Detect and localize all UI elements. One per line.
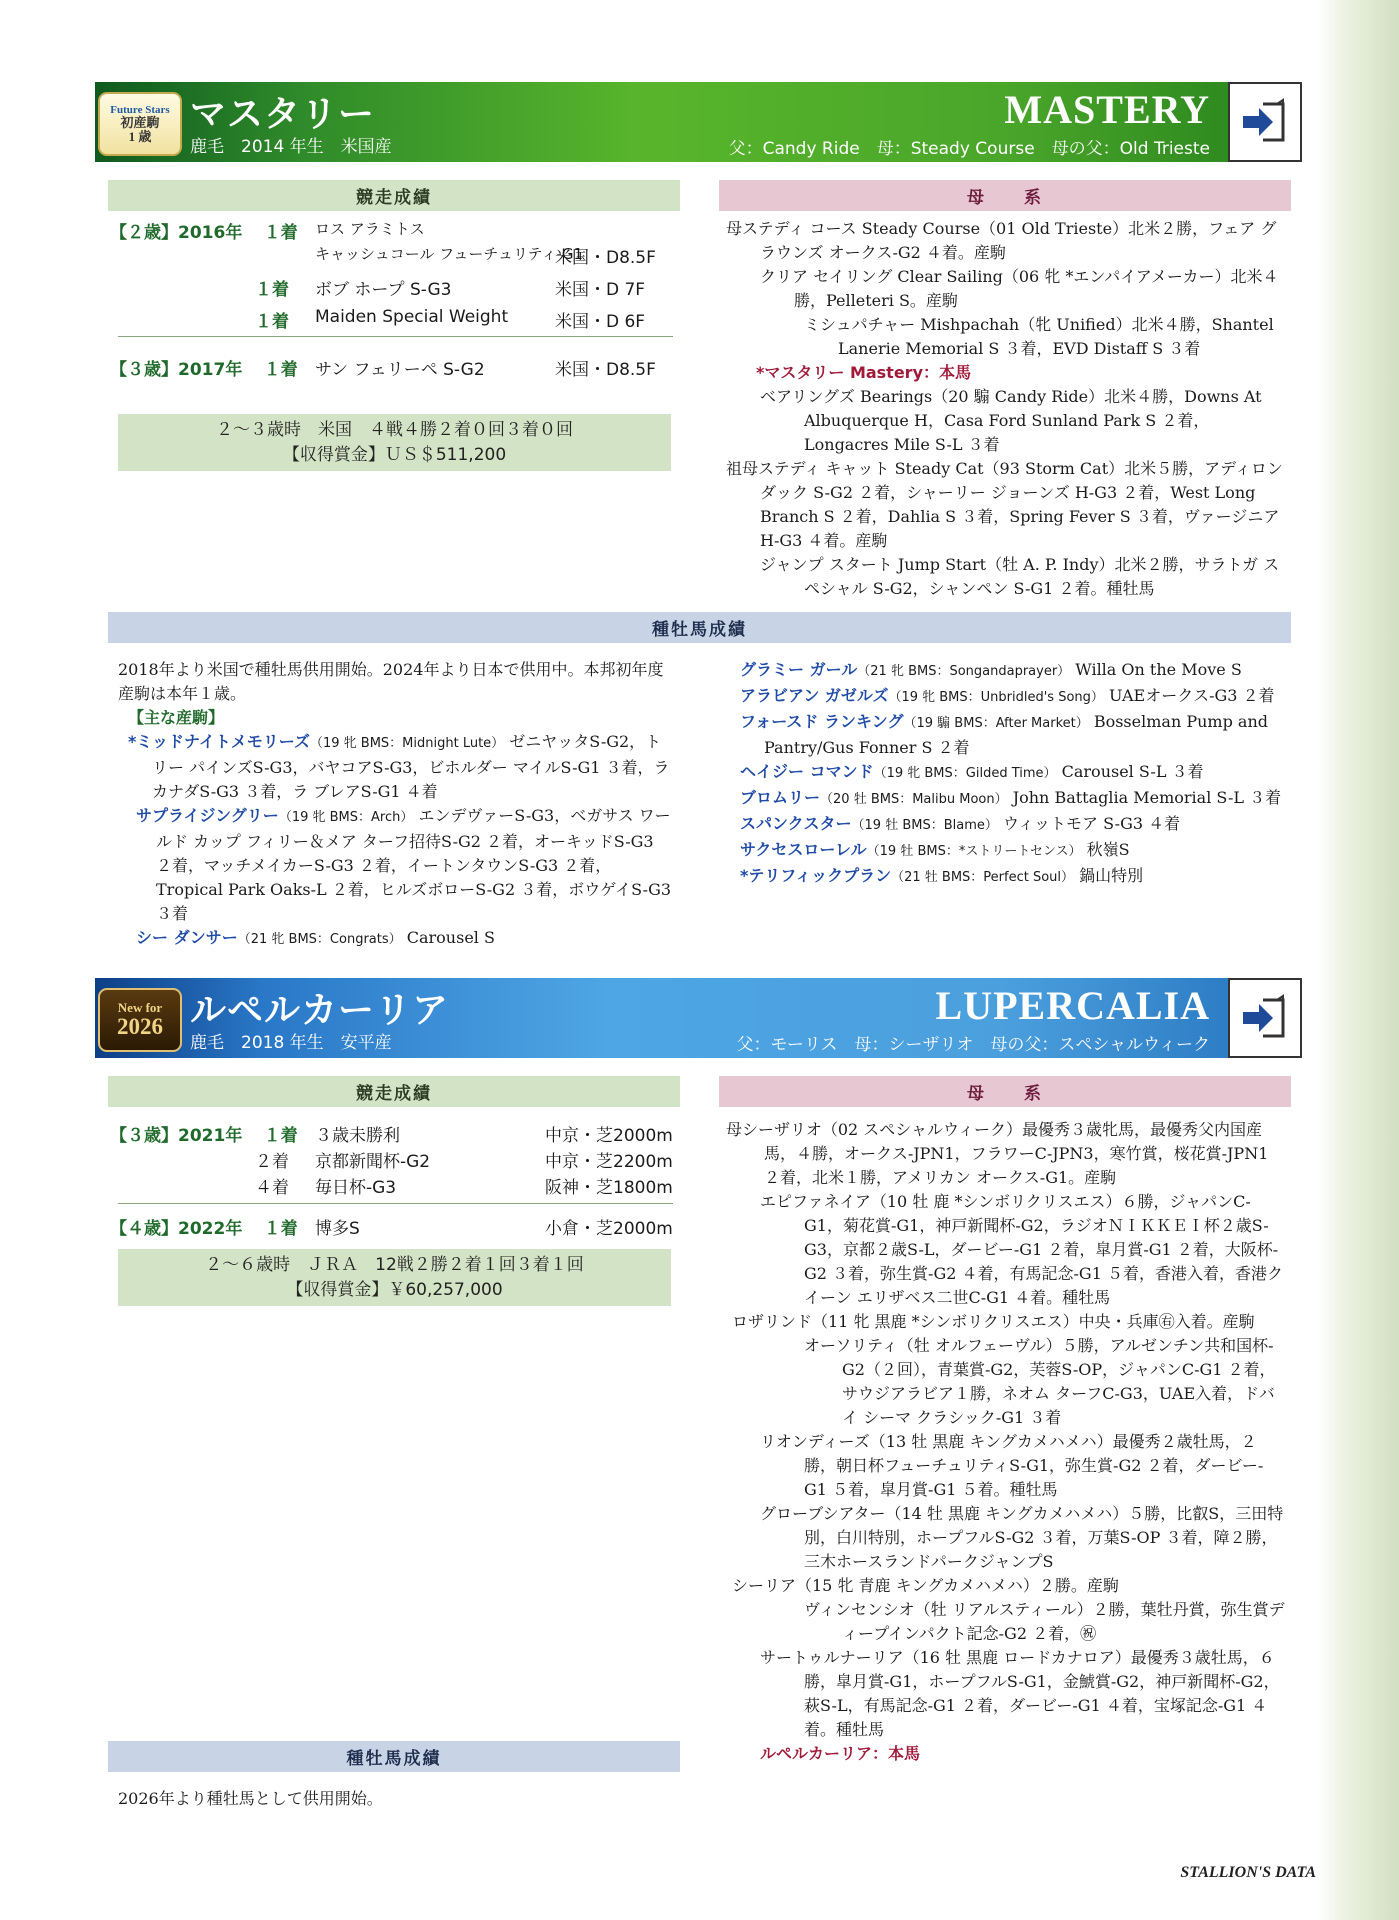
dam-line-text: [726, 1118, 1286, 1766]
dam-line-heading: 母 系: [719, 1076, 1291, 1107]
dam-entry: エピファネイア（10 牡 鹿 *シンボリクリスエス）６勝，ジャパンC-G1，菊花賞-G1，神戸新聞杯-G2，ラジオＮＩＫＫＥＩ杯２歳S-G3，京都２歳S-L，ダービー-G1 ２着，皐月賞-G1 ２着，大阪杯-G2 ３着，弥生賞-G2 ４着，有馬記念-G1 ５着，香港入着，香港クイーン エリザベス二世C-G1 ４着。種牡馬: [760, 1192, 1283, 1307]
dam-entry: 母シーザリオ（02 スペシャルウィーク）最優秀３歳牝馬，最優秀父内国産馬，４勝，オークス-JPN1，フラワーC-JPN3，寒竹賞，桜花賞-JPN1 ２着，北米１勝，アメリカン オークス-G1。産駒: [726, 1120, 1269, 1187]
race-row-2: １着 ボブ ホープ S-G3 米国・D 7F: [255, 280, 646, 300]
race-row-3: ４着 毎日杯-G3 阪神・芝1800m: [255, 1178, 673, 1198]
main-progeny-label: 【主な産駒】: [128, 708, 225, 727]
dam-entry: ジャンプ スタート Jump Start（牡 A. P. Indy）北米２勝，サラトガ スペシャル S-G2，シャンペン S-G1 ２着。種牡馬: [760, 555, 1280, 598]
horse-subinfo: 鹿毛 2018 年生 安平産: [190, 1033, 392, 1053]
new-for-badge: [98, 988, 182, 1052]
progeny-item: サクセスローレル（19 牡 BMS：*ストリートセンス） 秋嶺S: [740, 840, 1130, 859]
dam-entry: グローブシアター（14 牡 黒鹿 キングカメハメハ）５勝，比叡S，三田特別，白川特別，ホープフルS-G2 ３着，万葉S-OP ３着，障２勝，三木ホースランドパークジャンプS: [760, 1504, 1284, 1571]
race-record-heading: 競走成績: [108, 180, 680, 211]
race-row-1: 【２歳】2016年 １着 ロス アラミトス: [110, 220, 425, 243]
summary-line-2: 【収得賞金】ＵＳ＄511,200: [282, 445, 507, 465]
horse-pedigree: 父：Candy Ride 母：Steady Course 母の父：Old Trieste: [728, 139, 1210, 159]
stud-record-heading: 種牡馬成績: [108, 1741, 680, 1772]
badge-line-1: New for: [117, 1000, 163, 1016]
race-summary-box: [118, 414, 671, 471]
race-record-heading: 競走成績: [108, 1076, 680, 1107]
progeny-item: スパンクスター（19 牡 BMS：Blame） ウィットモア S-G3 ４着: [740, 814, 1181, 833]
nav-arrow-button[interactable]: [1228, 978, 1302, 1058]
dam-entry: 母ステディ コース Steady Course（01 Old Trieste）北米２勝，フェア グラウンズ オークス-G2 ４着。産駒: [726, 219, 1277, 262]
side-decoration-band: [1318, 0, 1399, 1920]
dam-entry: ロザリンド（11 牝 黒鹿 *シンボリクリスエス）中央・兵庫㊨入着。産駒: [732, 1312, 1255, 1331]
divider: [118, 1203, 673, 1204]
dam-entry: オーソリティ（牡 オルフェーヴル）５勝，アルゼンチン共和国杯-G2（２回），青葉賞-G2，芙蓉S-OP，ジャパンC-G1 ２着，サウジアラビア１勝，ネオム ターフC-G3，UAE入着，ドバイ シーマ クラシック-G1 ３着: [804, 1336, 1276, 1427]
stud-text: 2026年より種牡馬として供用開始。: [118, 1789, 383, 1808]
dam-entry: 祖母ステディ キャット Steady Cat（93 Storm Cat）北米５勝，アディロンダック S-G2 ２着，シャーリー ジョーンズ H-G3 ２着，West Long Branch S ２着，Dahlia S ３着，Spring Fever S ３着，ヴァージニア H-G3 ４着。産駒: [726, 459, 1283, 550]
progeny-item: *テリフィックプラン（21 牡 BMS：Perfect Soul） 鍋山特別: [740, 866, 1144, 885]
race-summary-box: [118, 1249, 671, 1306]
dam-entry: クリア セイリング Clear Sailing（06 牝 *エンパイアメーカー）北米４勝，Pelleteri S。産駒: [760, 267, 1279, 310]
dam-entry-self: ルペルカーリア：本馬: [760, 1744, 921, 1763]
horse-jp-name: ルペルカーリア: [190, 990, 450, 1031]
dam-entry: シーリア（15 牝 青鹿 キングカメハメハ）２勝。産駒: [732, 1576, 1119, 1595]
dam-entry-self: *マスタリー Mastery：本馬: [756, 363, 972, 382]
race-row-4: 【４歳】2022年 １着 博多S 小倉・芝2000m: [110, 1219, 673, 1239]
summary-line-1: ２～３歳時 米国 ４戦４勝２着０回３着０回: [216, 420, 573, 440]
horse-jp-name: マスタリー: [190, 94, 376, 135]
stud-left-column: [118, 658, 673, 952]
stud-right-column: [730, 658, 1286, 890]
race-row-1: 【３歳】2021年 １着 ３歳未勝利 中京・芝2000m: [110, 1126, 673, 1146]
nav-arrow-button[interactable]: [1228, 82, 1302, 162]
lupercalia-banner: [95, 978, 1302, 1058]
dam-entry: サートゥルナーリア（16 牡 黒鹿 ロードカナロア）最優秀３歳牡馬，６勝，皐月賞-G1，ホープフルS-G1，金鯱賞-G2，神戸新聞杯-G2，萩S-L，有馬記念-G1 ２着，ダービー-G1 ４着，宝塚記念-G1 ４着。種牡馬: [760, 1648, 1280, 1739]
arrow-into-box-icon: [1237, 990, 1293, 1046]
dam-entry: リオンディーズ（13 牡 黒鹿 キングカメハメハ）最優秀２歳牡馬，２勝，朝日杯フューチュリティS-G1，弥生賞-G2 ２着，ダービー-G1 ５着，皐月賞-G1 ５着。種牡馬: [760, 1432, 1264, 1499]
dam-line-text: [726, 217, 1286, 601]
divider: [118, 336, 673, 337]
progeny-item: アラビアン ガゼルズ（19 牝 BMS：Unbridled's Song） UAEオークス-G3 ２着: [740, 686, 1275, 705]
progeny-item: ヘイジー コマンド（19 牝 BMS：Gilded Time） Carousel S-L ３着: [740, 762, 1204, 781]
stud-record-heading: 種牡馬成績: [108, 612, 1291, 643]
badge-line-1: Future Stars: [110, 103, 170, 116]
summary-line-2: 【収得賞金】￥60,257,000: [286, 1280, 503, 1300]
progeny-item: *ミッドナイトメモリーズ（19 牝 BMS：Midnight Lute） ゼニヤッタS-G2，トリー パインズS-G3，バヤコアS-G3，ビホルダー マイルS-G1 ３着，ラ カナダS-G3 ３着，ラ ブレアS-G1 ４着: [128, 732, 670, 801]
dam-entry: ミシュパチャー Mishpachah（牝 Unified）北米４勝，Shantel Lanerie Memorial S ３着，EVD Distaff S ３着: [804, 315, 1274, 358]
progeny-item: フォースド ランキング（19 騸 BMS：After Market） Bosselman Pump and Pantry/Gus Fonner S ２着: [740, 712, 1268, 757]
progeny-item: サプライジングリー（19 牝 BMS：Arch） エンデヴァーS-G3，ベガサス ワールド カップ フィリー＆メア ターフ招待S-G2 ２着，オーキッドS-G3 ２着，マッチメイカーS-G3 ２着，イートンタウンS-G3 ２着，Tropical Park Oaks-L ２着，ヒルズボローS-G2 ３着，ボウゲイS-G3 ３着: [136, 806, 672, 923]
future-stars-badge: [98, 92, 182, 156]
race-row-4: 【３歳】2017年 １着 サン フェリーペ S-G2 米国・D8.5F: [110, 360, 656, 380]
progeny-item: ブロムリー（20 牡 BMS：Malibu Moon） John Battaglia Memorial S-L ３着: [740, 788, 1282, 807]
horse-pedigree: 父：モーリス 母：シーザリオ 母の父：スペシャルウィーク: [736, 1035, 1210, 1055]
race-row-1b: キャッシュコール フューチュリティ-G1 米国・D8.5F: [315, 245, 656, 268]
summary-line-1: ２～６歳時 ＪＲＡ 12戦２勝２着１回３着１回: [205, 1255, 584, 1275]
badge-line-2: 2026: [117, 1013, 163, 1039]
badge-line-3: 1 歳: [128, 128, 152, 144]
race-row-2: ２着 京都新聞杯-G2 中京・芝2200m: [255, 1152, 673, 1172]
dam-entry: ヴィンセンシオ（牡 リアルスティール）２勝，葉牡丹賞，弥生賞ディープインパクト記念-G2 ２着，㊗: [804, 1600, 1285, 1643]
mastery-banner: [95, 82, 1302, 162]
stud-intro: 2018年より米国で種牡馬供用開始。2024年より日本で供用中。本邦初年度産駒は本年１歳。: [118, 660, 664, 703]
horse-subinfo: 鹿毛 2014 年生 米国産: [190, 137, 392, 157]
progeny-item: グラミー ガール（21 牝 BMS：Songandaprayer） Willa On the Move S: [740, 660, 1242, 679]
progeny-item: シー ダンサー（21 牝 BMS：Congrats） Carousel S: [136, 928, 495, 947]
arrow-into-box-icon: [1237, 94, 1293, 150]
dam-entry: ベアリングズ Bearings（20 騸 Candy Ride）北米４勝，Downs At Albuquerque H，Casa Ford Sunland Park S ２着，Longacres Mile S-L ３着: [760, 387, 1262, 454]
footer-label: STALLION'S DATA: [1180, 1864, 1316, 1881]
race-row-3: １着 Maiden Special Weight 米国・D 6F: [255, 307, 646, 332]
badge-line-2: 初産駒: [120, 115, 160, 131]
horse-en-name: LUPERCALIA: [935, 983, 1210, 1028]
dam-line-heading: 母 系: [719, 180, 1291, 211]
horse-en-name: MASTERY: [1004, 87, 1210, 132]
